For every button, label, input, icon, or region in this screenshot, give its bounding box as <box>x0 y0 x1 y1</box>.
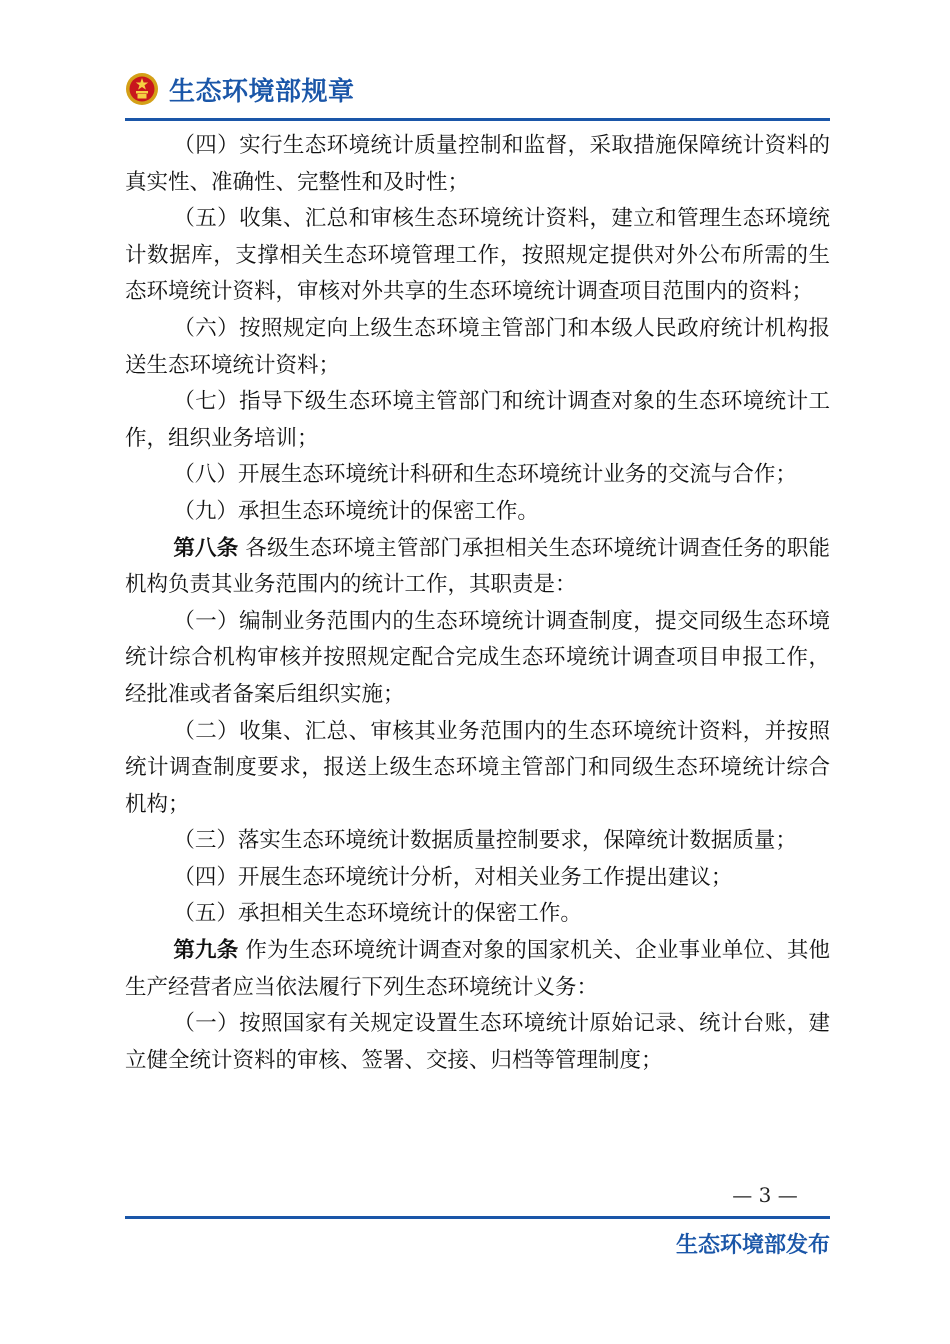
page-number: — 3 — <box>732 1183 798 1207</box>
paragraph: （二）收集、汇总、审核其业务范围内的生态环境统计资料，并按照统计调查制度要求，报送上级生态环境主管部门和同级生态环境统计综合机构； <box>125 718 830 817</box>
paragraph: （四）实行生态环境统计质量控制和监督，采取措施保障统计资料的真实性、准确性、完整性和及时性； <box>125 133 830 195</box>
paragraph: （五）承担相关生态环境统计的保密工作。 <box>173 901 582 927</box>
paragraph: （一）编制业务范围内的生态环境统计调查制度，提交同级生态环境统计综合机构审核并按照规定配合完成生态环境统计调查项目申报工作，经批准或者备案后组织实施； <box>125 608 830 707</box>
paragraph: （六）按照规定向上级生态环境主管部门和本级人民政府统计机构报送生态环境统计资料； <box>125 315 830 378</box>
paragraph: （九）承担生态环境统计的保密工作。 <box>173 498 539 524</box>
page-header <box>125 66 355 112</box>
national-emblem-icon <box>125 72 159 106</box>
paragraph: （四）开展生态环境统计分析，对相关业务工作提出建议； <box>173 864 733 890</box>
article-number: 第九条 <box>173 938 239 964</box>
article-paragraph: 第八条 各级生态环境主管部门承担相关生态环境统计调查任务的职能机构负责其业务范围内的统计工作，其职责是： <box>125 535 830 598</box>
paragraph: （七）指导下级生态环境主管部门和统计调查对象的生态环境统计工作，组织业务培训； <box>125 389 830 451</box>
paragraph: （八）开展生态环境统计科研和生态环境统计业务的交流与合作； <box>173 462 797 488</box>
article-number: 第八条 <box>173 535 239 561</box>
article-paragraph: 第九条 作为生态环境统计调查对象的国家机关、企业事业单位、其他生产经营者应当依法履行下列生态环境统计义务： <box>125 938 830 1000</box>
header-title: 生态环境部规章 <box>169 76 355 107</box>
footer-divider <box>125 1216 830 1219</box>
header-divider <box>125 118 830 121</box>
document-body <box>125 128 830 1079</box>
paragraph: （一）按照国家有关规定设置生态环境统计原始记录、统计台账，建立健全统计资料的审核、签署、交接、归档等管理制度； <box>125 1011 830 1073</box>
footer-publisher: 生态环境部发布 <box>675 1233 830 1258</box>
paragraph: （三）落实生态环境统计数据质量控制要求，保障统计数据质量； <box>173 828 797 854</box>
paragraph: （五）收集、汇总和审核生态环境统计资料，建立和管理生态环境统计数据库，支撑相关生态环境管理工作，按照规定提供对外公布所需的生态环境统计资料，审核对外共享的生态环境统计调查项目范围内的资料； <box>125 206 830 305</box>
